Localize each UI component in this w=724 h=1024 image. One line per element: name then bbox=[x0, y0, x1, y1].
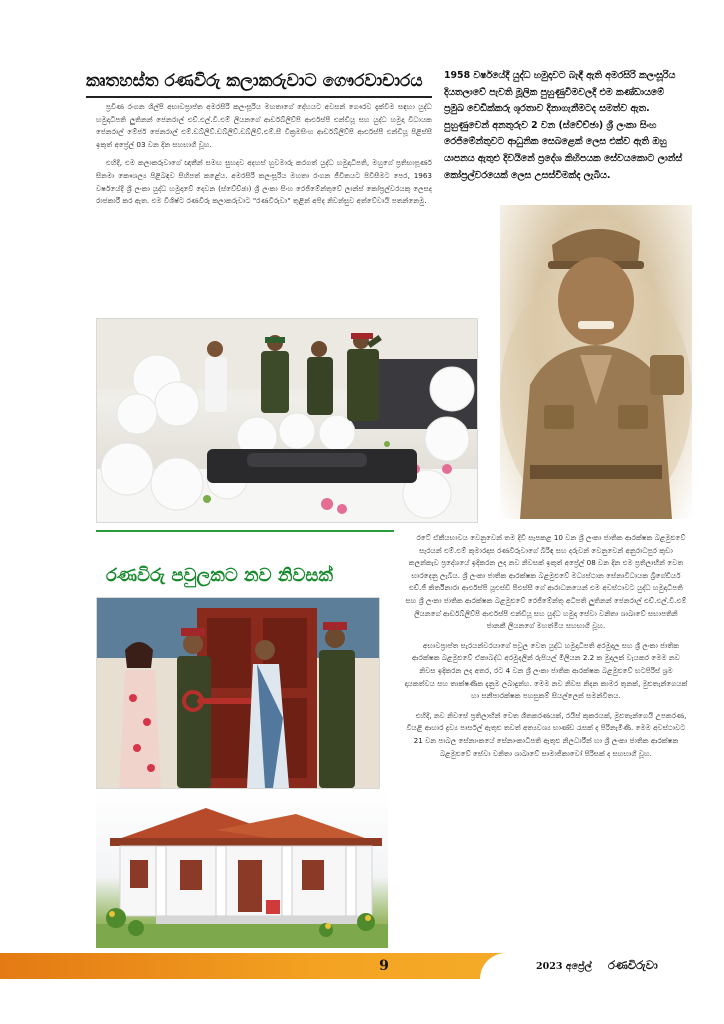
magazine-masthead: රණවිරුවා bbox=[608, 958, 658, 972]
issue-date: 2023 අප්‍රේල් bbox=[536, 961, 592, 972]
article1-title: කෘතහස්ත රණවිරු කලාකරුවාට ගෞරවාචාරය bbox=[86, 71, 423, 91]
article2-top-rule bbox=[96, 530, 394, 532]
page-number: 9 bbox=[379, 958, 389, 974]
article2-paragraph-1: රටේ ඒකීයභාවය වෙනුවෙන් තම දිවි සැපකළ 10 වන ශ්‍රී ලංකා ජාතික ආරක්ෂක බළමුළුවේ සැරයන් එම්.එම් කුමාරදාස රණවිරුවාගේ බිරිඳ සහ දරුවන් වෙනුවෙන් අනුරාධපුර කුඩා කලන්කැව ප්‍රදේශයේ ඉදිකරන ලද නව නිවසක් ඉකුත් අප්‍රේල් 08 වන දින එම ප්‍රතිලාභීන් වෙත භාරදෙනු ලැබීය. ශ්‍රී ලංකා ජාතික ආරක්ෂක බළමුළුවේ මධ්‍යස්ථාන සේනාවිධායක බ්‍රිගේඩියර් එච්.ජී කිර්තිනාරා ආර්එස්පී යූඑස්ඩී පීඑස්සී ගේ ආරාධනයෙන් එම අවස්ථාවට යුද්ධ හමුදාධිපති සහ ශ්‍රී ලංකා ජාතික ආරක්ෂක බළමුළුවේ රෙජිමේන්තු අධිපති ලුතිනන් ජෙනරාල් එච්.එල්.වී.එම් ලියනගේ ආර්ඩබ්ලිව්පී ආර්එස්පී එන්ඩියූ සහ යුද්ධ හමුදා සේවා වනිතා ශාඛාවේ සභාපතිනි ජානකී ලියනගේ මහත්මිය සහභාගී වූහ. bbox=[405, 533, 687, 631]
soldier-portrait-photo bbox=[500, 205, 692, 519]
funeral-tribute-illustration bbox=[97, 319, 477, 522]
article2-title: රණවිරු පවුලකට නව නිවසක් bbox=[106, 565, 333, 586]
article1-paragraph-1: ප්‍රවීණ රංගන ශිල්පී අභාවප්‍රාප්ත අමරසිරි කලංසූරිය මහතාගේ දේහයට අවසන් ගෞරව දැක්වීම සඳහා යුද්ධ හමුදාධිපති ලුතිනන් ජෙනරාල් එච්.එල්.වී.එම් ලියනගේ ආර්ඩබ්ලිව්පී ආර්එස්පී එන්ඩියූ සහ යුද්ධ හමුදා විධායක ජෙනරාල් මේජර් ජෙනරාල් එම්.ඩබ්ලිව්.ඩබ්ලිව්.ඩබ්ලිව්.එම්.සී වික්‍රමසිංහ ආර්ඩබ්ලිව්පී ආර්එස්පී එන්ඩියූ පිළිස්සී ඉකුත් අප්‍රේල් 03 වන දින සහභාගී වූහ. bbox=[96, 102, 432, 149]
article2-body bbox=[404, 532, 688, 952]
soldier-portrait-illustration bbox=[500, 205, 692, 519]
article1-paragraph-2: එහිදී, එම කලාකරුවාගේ ඥාතීන් සමඟ සුහදව අදහස් හුවමාරු කරගත් යුද්ධ හමුදාධිපති, මහුගේ ප්‍රතිභාපූර්ණ සිනමා කෞශල්‍ය පිළිබඳව සිහිපත් කළේය. අමරසිරි කලංසූරිය මහතා රංගන ජීවිතයට පිවිසීමට පෙර, 1963 වර්ෂයේදී ශ්‍රී ලංකා යුද්ධ හමුදාවේ දෙවන (ස්වේච්ඡා) ශ්‍රී ලංකා සිංහ රෙජිමේන්තුවේ ලාන්ස් කෝප්‍රල්වරයකු ලෙසද රාජකාරී කර ඇත. එම විශිෂ්ට රණවිරු කලාකරුවාට "රණවිරුවා" තුළින් අපිද නිවන්සුව අත්වේවායි පතන්නෙමු. bbox=[96, 158, 432, 206]
new-house-illustration bbox=[96, 790, 388, 948]
article2-paragraph-3: එහිදී, නව නිවසේ ප්‍රතිලාභීන් වෙත ශීතකරණයක්, රයිස් කුකරයක්, මුළුතැන්ගෙයි උපකරණ, වියළි ආහාර ද්‍රව්‍ය පාර්සල් ඇතුළු තවත් අත්‍යවශ්‍ය භාණ්ඩ රැසක් ද පිරිනැමිණි. මෙම අවස්ථාවට 21 වන පාබල සේනාංකයේ සේනාංකාධිපති ඇතුළු නිලධාරීන් හා ශ්‍රී ලංකා ජාතික ආරක්ෂක බළමුළුවේ සේවා වනිතා ශාඛාවේ සාමාජිකාවෝ පිරිසක් ද සහභාගී වූහ. bbox=[406, 710, 687, 758]
article1-title-rule bbox=[86, 96, 432, 98]
article1-pull-quote: 1958 වර්ෂයේදී යුද්ධ හමුදාවට බැඳී ඇති අමරසිරි කලංසූරිය දියතලාවේ පැවති මූලික පුහුණුවීමවලදී එම කණ්ඩායමේ ප්‍රමුඛ වෙඩික්කරු ශූරතාව දිනාගැනීමටද සමත්ව ඇත. පුහුණුවෙන් අනතුරුව 2 වන (ස්වේච්ඡා) ශ්‍රී ලංකා සිංහ රෙජිමේන්තුවට ආධුනික සෙබළෙක් ලෙස එක්ව ඇති ඔහු යාපනය ඇතුළු දිවයිනේ ප්‍රදේශ කිහිපයක සේවයකොට ලාන්ස් කෝප්‍රල්වරයෙක් ලෙස උසස්වීමක්ද ලැබීය. bbox=[444, 70, 683, 181]
key-handover-illustration bbox=[97, 598, 379, 788]
new-house-photo bbox=[96, 790, 388, 948]
article2-paragraph-2: අභාවප්‍රාප්ත සැරයන්වරයාගේ පවුල වෙත යුද්ධ හමුදාධිපති අරමුදල සහ ශ්‍රී ලංකා ජාතික ආරක්ෂක බළමුළුවේ ඒකාබද්ධ අරමුදලින් රුපියල් මිලියන 2.2 ක මුදලක් වැයකර මෙම නව නිවස ඉදිකරන ලද අතර, රට 4 වන ශ්‍රී ලංකා ජාතික ආරක්ෂක බළමුළුවේ භටපිරිස් ශ්‍රම දායකත්වය සහ තාක්ෂණික දැනුම ලබාදුන්හ. මෙම නව නිවස නිදන කාමර තුනක්, මුළුතැන්ගෙයක් හා සනීපාරක්ෂක පහසුකම් සියල්ලෙන් සමන්විතය. bbox=[404, 640, 688, 701]
funeral-tribute-photo bbox=[96, 318, 478, 523]
article1-body bbox=[96, 101, 432, 306]
key-handover-photo bbox=[96, 597, 380, 789]
